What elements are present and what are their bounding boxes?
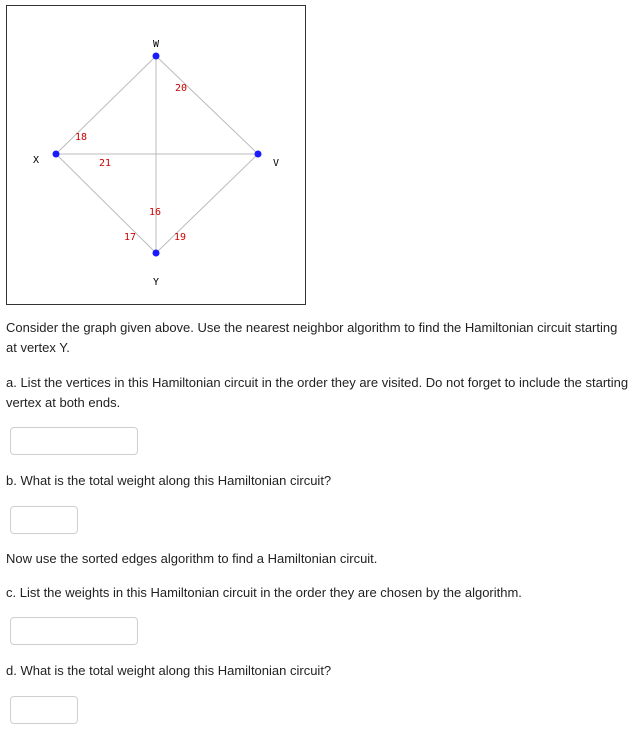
edge-x-w <box>56 56 156 154</box>
edge-w-v <box>156 56 258 154</box>
vertex-label-y: Y <box>152 277 160 288</box>
answer-b-input[interactable] <box>10 506 78 534</box>
vertex-label-v: V <box>272 158 280 169</box>
sorted-edges-intro: Now use the sorted edges algorithm to find a Hamiltonian circuit. <box>6 551 378 566</box>
answer-d-input[interactable] <box>10 696 78 724</box>
question-part-c: c. List the weights in this Hamiltonian circuit in the order they are chosen by the algorithm. <box>6 585 522 600</box>
weight-x-y: 17 <box>123 232 137 243</box>
weight-x-w: 18 <box>74 132 88 143</box>
weight-w-v: 20 <box>174 83 188 94</box>
weight-w-y: 16 <box>148 207 162 218</box>
edge-v-y <box>156 154 258 253</box>
question-part-b: b. What is the total weight along this Hamiltonian circuit? <box>6 473 332 488</box>
vertex-label-x: X <box>32 155 40 166</box>
graph-figure <box>6 5 306 305</box>
answer-a-input[interactable] <box>10 427 138 455</box>
vertex-y <box>153 250 160 257</box>
weight-v-y: 19 <box>173 232 187 243</box>
question-part-a: a. List the vertices in this Hamiltonian circuit in the order they are visited. Do not forget to include the starting vertex at both ends. <box>6 375 629 410</box>
vertex-label-w: W <box>152 39 160 50</box>
vertex-v <box>255 151 262 158</box>
vertex-x <box>53 151 60 158</box>
weight-x-v: 21 <box>98 158 112 169</box>
question-intro: Consider the graph given above. Use the nearest neighbor algorithm to find the Hamiltonian circuit starting at vertex Y. <box>6 320 618 355</box>
graph-svg <box>7 6 305 304</box>
answer-c-input[interactable] <box>10 617 138 645</box>
question-part-d: d. What is the total weight along this Hamiltonian circuit? <box>6 663 332 678</box>
vertex-w <box>153 53 160 60</box>
